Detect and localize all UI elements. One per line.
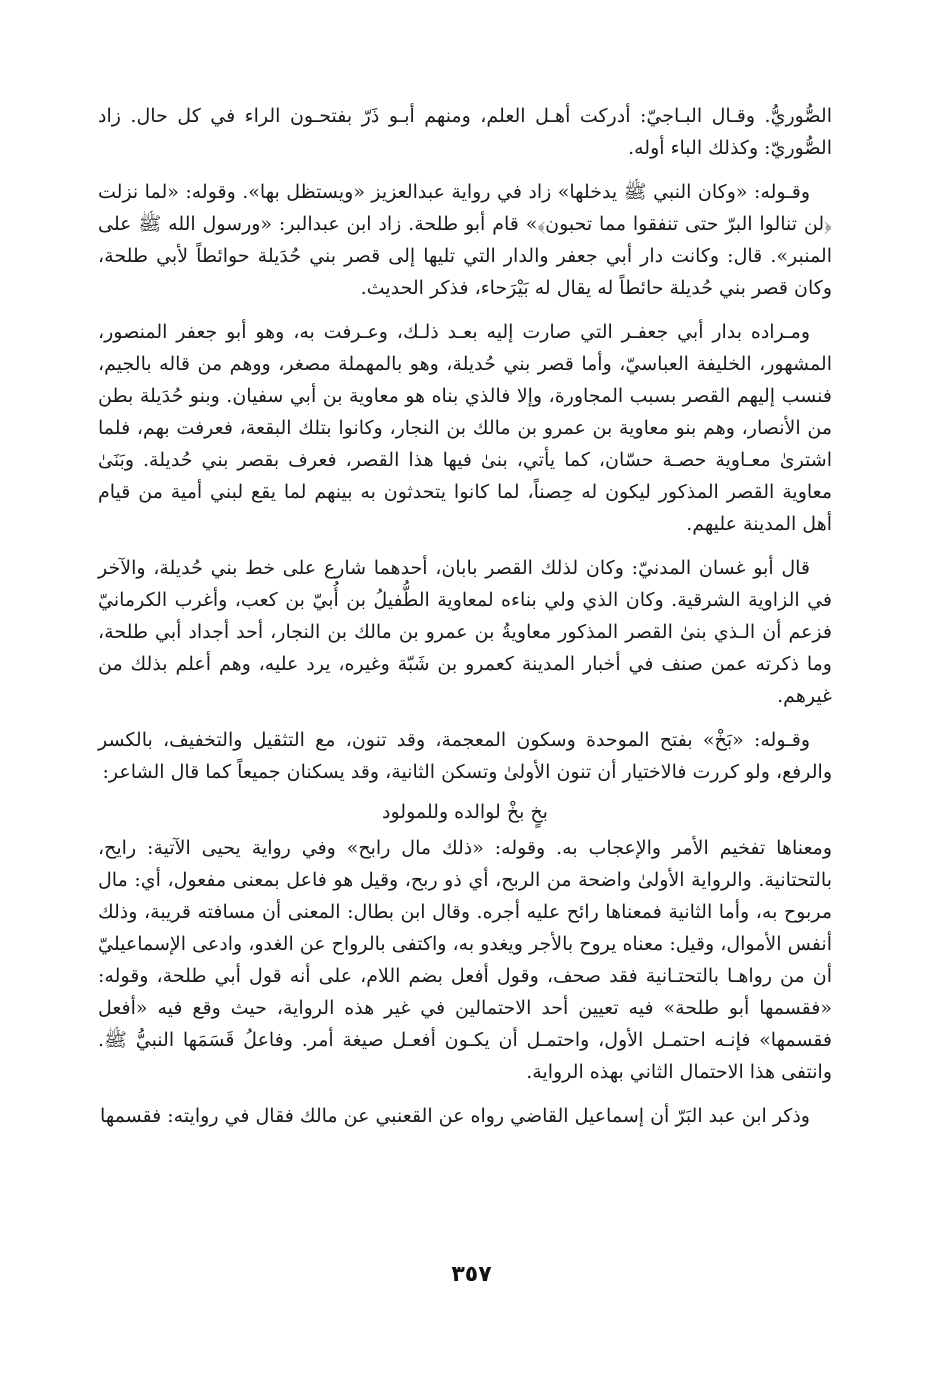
paragraph-5: وقـوله: «بَخْ» بفتح الموحدة وسكون المعجمة، وقد تنون، مع التثقيل والتخفيف، بالكسر والرفع، ولو كررت فالاختيار أن تنون الأولىٰ وتسكن الثانية، وقد يسكنان جميعاً كما قال الشاعر: bbox=[98, 729, 832, 783]
paragraph-1: الصُّوريُّ. وقـال البـاجيّ: أدركت أهـل العلم، ومنهم أبـو ذَرّ بفتحـون الراء في كل حال. زاد الصُّوريّ: وكذلك الباء أوله. bbox=[98, 105, 832, 159]
page-body bbox=[98, 100, 832, 1132]
paragraph-2: وقـوله: «وكان النبي ﷺ يدخلها» زاد في رواية عبدالعزيز «ويستظل بها». وقوله: «لما نزلت ﴿لن تنالوا البرّ حتى تنفقوا مما تحبون﴾» قام أبو طلحة. زاد ابن عبدالبر: «ورسول الله ﷺ على المنبر». قال: وكانت دار أبي جعفر والدار التي تليها إلى قصر بني حُدَيلة حوائطاً لأبي طلحة، وكان قصر بني حُديلة حائطاً له يقال له بَيْرَحاء، فذكر الحديث. bbox=[98, 181, 832, 299]
paragraph-6: ومعناها تفخيم الأمر والإعجاب به. وقوله: «ذلك مال رابح» وفي رواية يحيى الآتية: رايح، بالتحتانية. والرواية الأولىٰ واضحة من الربح، أي ذو ربح، وقيل هو فاعل بمعنى مفعول، أي: مال مربوح به، وأما الثانية فمعناها رائح عليه أجره. وقال ابن بطال: المعنى أن مسافته قريبة، وذلك أنفس الأموال، وقيل: معناه يروح بالأجر ويغدو به، واكتفى بالرواح عن الغدو، وادعى الإسماعيليّ أن من رواهـا بالتحتـانية فقد صحف، وقول أفعل بضم اللام، على أنه قول أبي طلحة، وقوله: «فقسمها أبو طلحة» فيه تعيين أحد الاحتمالين في غير هذه الرواية، حيث وقع فيه «أفعل فقسمها» فإنـه احتمـل الأول، واحتمـل أن يكـون أفعـل صيغة أمر. وفاعلُ قَسَمَها النبيُّ ﷺ. وانتفى هذا الاحتمال الثاني بهذه الرواية. bbox=[98, 837, 832, 1083]
page-number: ٣٥٧ bbox=[451, 1262, 492, 1287]
paragraph-3: ومـراده بدار أبي جعفـر التي صارت إليه بعـد ذلـك، وعـرفت به، وهو أبو جعفر المنصور، المشهور، الخليفة العباسيّ، وأما قصر بني حُديلة، وهو بالمهملة مصغر، ووهم من قاله بالجيم، فنسب إليهم القصر بسبب المجاورة، وإلا فالذي بناه هو معاوية بن أبي سفيان. وبنو حُدَيلة بطن من الأنصار، وهم بنو معاوية بن عمرو بن مالك بن النجار، وكانوا بتلك البقعة، فعرفت بهم، فلما اشترىٰ معـاوية حصـة حسّان، كما يأتي، بنىٰ فيها هذا القصر، فعرف بقصر بني حُديلة. وبَنَىٰ معاوية القصر المذكور ليكون له حِصناً، لما كانوا يتحدثون به بينهم لما يقع لبني أمية من قيام أهل المدينة عليهم. bbox=[98, 321, 832, 535]
poetry-verse: بخٍ بخْ لوالده وللمولود bbox=[382, 801, 548, 823]
paragraph-4: قال أبو غسان المدنيّ: وكان لذلك القصر بابان، أحدهما شارع على خط بني حُديلة، والآخر في الزاوية الشرقية. وكان الذي ولي بناءه لمعاوية الطُّفيلُ بن أُبيّ بن كعب، وأغرب الكرمانيّ فزعم أن الـذي بنىٰ القصر المذكور معاويةُ بن عمرو بن مالك بن النجار، أحد أجداد أبي طلحة، وما ذكرته عمن صنف في أخبار المدينة كعمرو بن شَبّة وغيره، يرد عليه، وهم أعلم بذلك من غيرهم. bbox=[98, 557, 832, 707]
paragraph-7: وذكر ابن عبد البَرّ أن إسماعيل القاضي رواه عن القعنبي عن مالك فقال في روايته: فقسمها bbox=[100, 1105, 810, 1127]
